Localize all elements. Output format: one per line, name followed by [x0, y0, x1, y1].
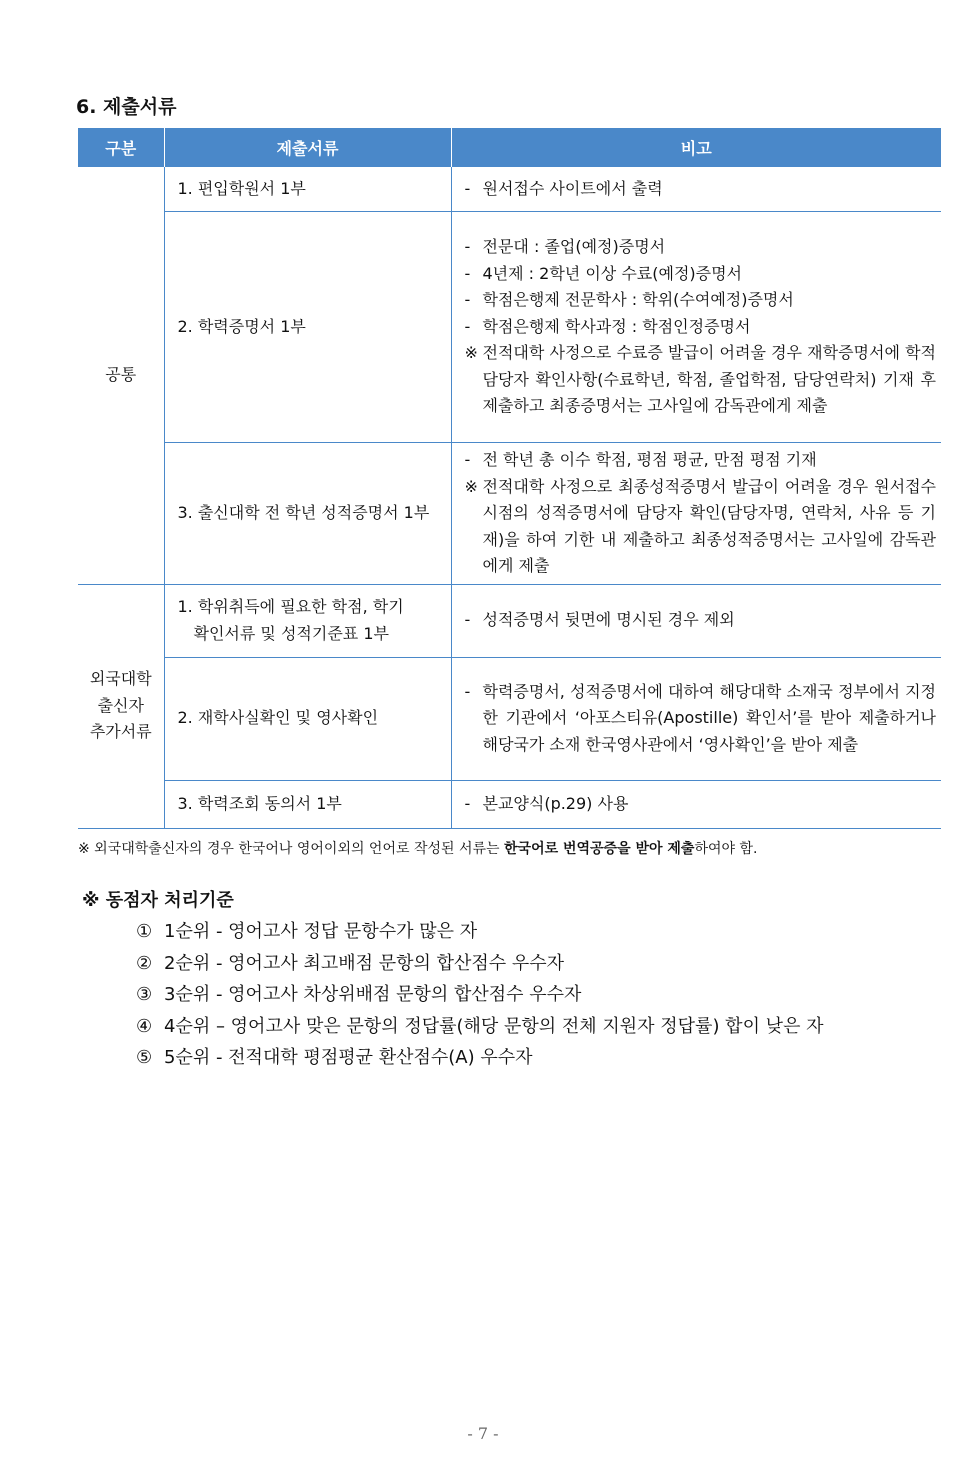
tie-rules-list	[136, 916, 824, 1074]
document-cell: 1. 편입학원서 1부	[164, 167, 451, 212]
footnote-emphasis: 한국어로 번역공증을 받아 제출	[504, 841, 695, 857]
header-remarks: 비고	[451, 128, 941, 167]
header-documents: 제출서류	[164, 128, 451, 167]
list-item: ① 1순위 - 영어고사 정답 문항수가 많은 자	[136, 921, 478, 942]
document-cell: 3. 학력조회 동의서 1부	[164, 780, 451, 828]
document-cell: 1. 학위취득에 필요한 학점, 학기 확인서류 및 성적기준표 1부	[164, 584, 451, 657]
remark-cell: - 성적증명서 뒷면에 명시된 경우 제외	[451, 584, 941, 657]
table-header-row	[78, 128, 941, 167]
category-common: 공통	[78, 167, 164, 585]
page-number: - 7 -	[467, 1424, 499, 1443]
list-item: ② 2순위 - 영어고사 최고배점 문항의 합산점수 우수자	[136, 952, 565, 974]
table-row	[78, 780, 941, 828]
section-title: 6. 제출서류	[76, 96, 177, 118]
category-foreign: 외국대학 출신자 추가서류	[78, 584, 164, 828]
table-row	[78, 167, 941, 212]
table-row	[78, 443, 941, 585]
remark-cell: - 전문대 : 졸업(예정)증명서 - 4년제 : 2학년 이상 수료(예정)증명서 - 학점은행제 전문학사 : 학위(수여예정)증명서 - 학점은행제 학사과정 : 학점인정증명서 ※ 전적대학 사정으로 수료증 발급이 어려울 경우 재학증명서에 학적담당자 확인사항(수료학년, 학점, 졸업학점, 담당연락처) 기재 후 제출하고 최종증명서는 고사일에 감독관에게 제출	[451, 212, 941, 443]
document-cell: 2. 학력증명서 1부	[164, 212, 451, 443]
remark-cell: - 원서접수 사이트에서 출력	[451, 167, 941, 212]
document-cell: 2. 재학사실확인 및 영사확인	[164, 657, 451, 780]
table-row	[78, 212, 941, 443]
remark-cell: - 본교양식(p.29) 사용	[451, 780, 941, 828]
list-item: ④ 4순위 – 영어고사 맞은 문항의 정답률(해당 문항의 전체 지원자 정답률) 합이 낮은 자	[136, 1015, 824, 1037]
table-row	[78, 657, 941, 780]
table-footnote: ※ 외국대학출신자의 경우 한국어나 영어이외의 언어로 작성된 서류는 한국어로 번역공증을 받아 제출하여야 함.	[78, 841, 758, 857]
header-category: 구분	[78, 128, 164, 167]
list-item: ③ 3순위 - 영어고사 차상위배점 문항의 합산점수 우수자	[136, 984, 582, 1005]
list-item: ⑤ 5순위 - 전적대학 평점평균 환산점수(A) 우수자	[136, 1047, 533, 1068]
submission-documents-table	[78, 128, 941, 829]
remark-cell: - 학력증명서, 성적증명서에 대하여 해당대학 소재국 정부에서 지정한 기관에서 ‘아포스티유(Apostille) 확인서’를 받아 제출하거나 해당국가 소재 한국영사관에서 ‘영사확인’을 받아 제출	[451, 657, 941, 780]
document-cell: 3. 출신대학 전 학년 성적증명서 1부	[164, 443, 451, 585]
remark-cell: - 전 학년 총 이수 학점, 평점 평균, 만점 평점 기재 ※ 전적대학 사정으로 최종성적증명서 발급이 어려울 경우 원서접수 시점의 성적증명서에 담당자 확인(담당자명, 연락처, 사유 등 기재)을 하여 기한 내 제출하고 최종성적증명서는 고사일에 감독관에게 제출	[451, 443, 941, 585]
table-row	[78, 584, 941, 657]
tie-rules-title: ※ 동점자 처리기준	[82, 890, 234, 911]
